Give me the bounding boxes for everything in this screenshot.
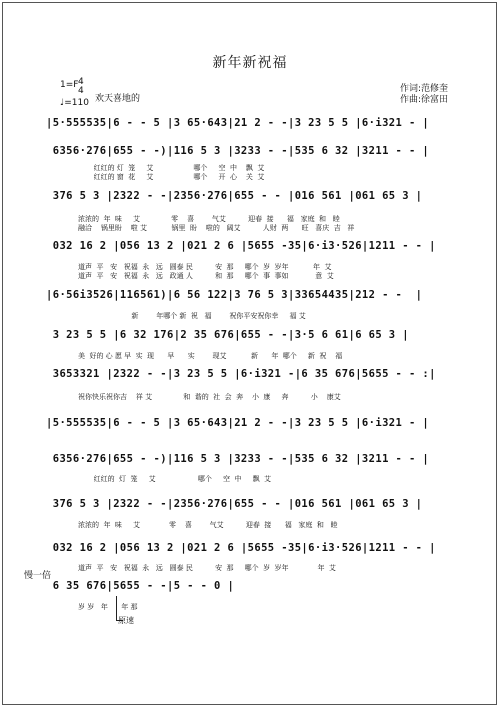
- expression-marking: 欢天喜地的: [95, 94, 141, 104]
- lyric-line: 岁 岁 年 年 那: [78, 603, 138, 611]
- lyric-line: 道声 平 安 祝福 永 远 圆泰 民 安 那 哪个 岁 岁年 年 艾: [78, 263, 332, 271]
- lyric-line: 融洽 锅里盼 啦 艾 锅里 盼 啦的 阔艾 人财 两 旺 喜庆 吉 祥: [78, 224, 355, 232]
- notation-line: 6356·276|655 - -)|116 5 3 |3233 - -|535 6 32 |3211 - - |: [46, 145, 430, 157]
- lyricist-credit: 作词:范修奎: [400, 84, 449, 94]
- lyric-line: 浓浓的 年 味 艾 零 喜 气艾 迎春 接 福 家庭 和 睦: [78, 215, 340, 223]
- notation-line: |5·555535|6 - - 5 |3 65·643|21 2 - -|3 23 5 5 |6·i321 - |: [46, 117, 430, 129]
- notation-line: 6356·276|655 - -)|116 5 3 |3233 - -|535 6 32 |3211 - - |: [46, 453, 430, 465]
- credits: [400, 84, 448, 106]
- slow-once-label: 慢一倍: [24, 571, 52, 581]
- song-title: 新年新祝福: [212, 55, 288, 71]
- notation-line: 376 5 3 |2322 - -|2356·276|655 - - |016 561 |061 65 3 |: [46, 498, 423, 510]
- meter-top: 4: [78, 77, 84, 87]
- original-tempo-label: 原速: [118, 616, 134, 625]
- lyric-line: 红红的 窗 花 艾 哪个 开 心 关 艾: [78, 173, 265, 181]
- lyric-line: 道声 平 安 祝福 永 远 政通 人 和 那 哪个 事 事如 意 艾: [78, 272, 334, 280]
- notation-line: 3653321 |2322 - -|3 23 5 5 |6·i321 -|6 35 676|5655 - - :|: [46, 368, 436, 380]
- notation-line: |5·555535|6 - - 5 |3 65·643|21 2 - -|3 23 5 5 |6·i321 - |: [46, 417, 430, 429]
- tempo-marking: ♩=110: [60, 98, 89, 108]
- lyric-line: 道声 平 安 祝福 永 远 圆泰 民 安 那 哪个 岁 岁年 年 艾: [78, 564, 336, 572]
- notation-line: 376 5 3 |2322 - -|2356·276|655 - - |016 561 |061 65 3 |: [46, 190, 423, 202]
- lyric-line: 新 年哪个 新 祝 福 祝你平安祝你幸 福 艾: [78, 312, 306, 320]
- key-signature: 1=F: [60, 80, 79, 90]
- lyric-line: 浓浓的 年 味 艾 零 喜 气艾 迎春 接 福 家庭 和 睦: [78, 521, 338, 529]
- time-signature: [78, 78, 84, 96]
- composer-credit: 作曲:徐富田: [400, 95, 449, 105]
- notation-line: 032 16 2 |056 13 2 |021 2 6 |5655 -35|6·i3·526|1211 - - |: [46, 542, 436, 554]
- notation-line: 3 23 5 5 |6 32 176|2 35 676|655 - -|3·5 6 61|6 65 3 |: [46, 329, 409, 341]
- notation-line: 6 35 676|5655 - -|5 - - 0 |: [46, 580, 235, 592]
- notation-line: 032 16 2 |056 13 2 |021 2 6 |5655 -35|6·i3·526|1211 - - |: [46, 240, 436, 252]
- lyric-line: 祝你快乐祝你吉 祥 艾 和 谐的 社 会 奔 小 康 奔 小 康艾: [78, 393, 341, 401]
- meter-bottom: 4: [78, 86, 84, 96]
- lyric-line: 红红的 灯 笼 艾 哪个 空 中 飘 艾: [78, 164, 265, 172]
- lyric-line: 美 好的 心 愿 早 实 现 早 实 现艾 新 年 哪个 新 祝 福: [78, 352, 343, 360]
- notation-line: |6·56i3526|116561)|6 56 122|3 76 5 3|33654435|212 - - |: [46, 289, 423, 301]
- lyric-line: 红红的 灯 笼 艾 哪个 空 中 飘 艾: [78, 475, 272, 483]
